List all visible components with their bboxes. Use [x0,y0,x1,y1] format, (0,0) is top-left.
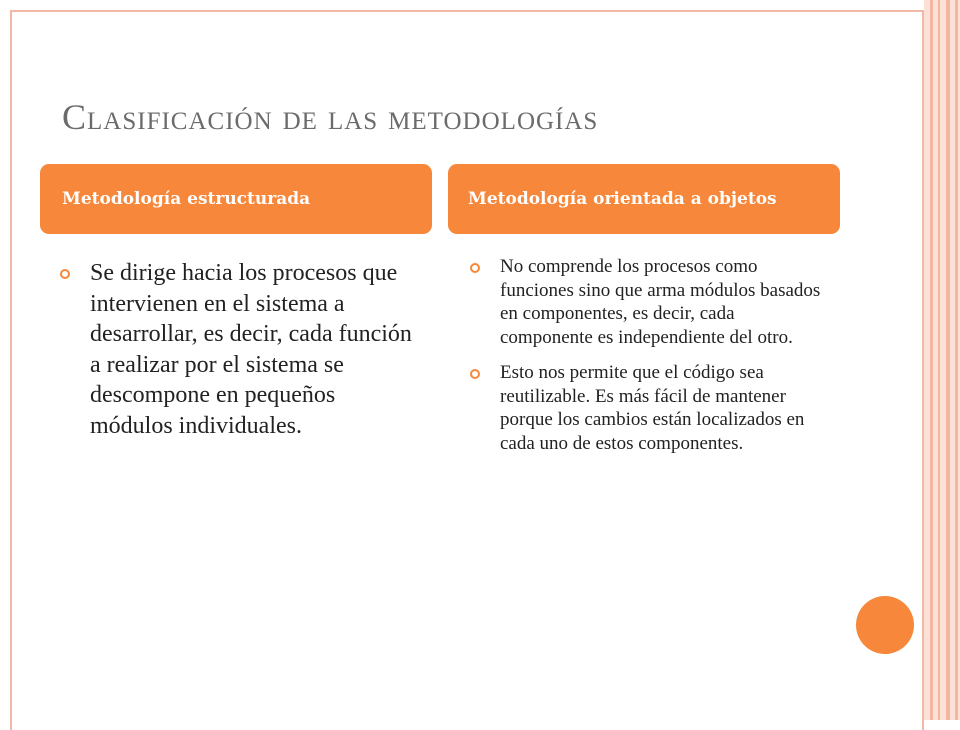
list-item [470,255,830,349]
list-item [470,361,830,455]
object-oriented-bullet-list [470,255,830,467]
column-header-object-oriented [448,164,840,234]
decorative-stripes [924,0,960,720]
bullet-text: Esto nos permite que el código sea reutilizable. Es más fácil de mantener porque los cambios están localizados en cada uno de estos componentes. [500,362,805,454]
column-header-structured [40,164,432,234]
column-header-label: Metodología estructurada [62,189,311,209]
bullet-text: No comprende los procesos como funciones sino que arma módulos basados en componentes, es decir, cada componente es independiente del otro. [500,256,821,348]
bullet-text: Se dirige hacia los procesos que intervienen en el sistema a desarrollar, es decir, cada función a realizar por el sistema se descompone en pequeños módulos individuales. [90,260,412,439]
bullet-circle-icon [470,263,480,273]
bullet-circle-icon [470,369,480,379]
bullet-circle-icon [60,269,70,279]
column-header-label: Metodología orientada a objetos [468,188,777,209]
slide-title: Clasificación de las metodologías [62,97,599,137]
list-item [60,258,420,441]
decorative-circle-icon [856,596,914,654]
structured-bullet-list [60,258,420,441]
